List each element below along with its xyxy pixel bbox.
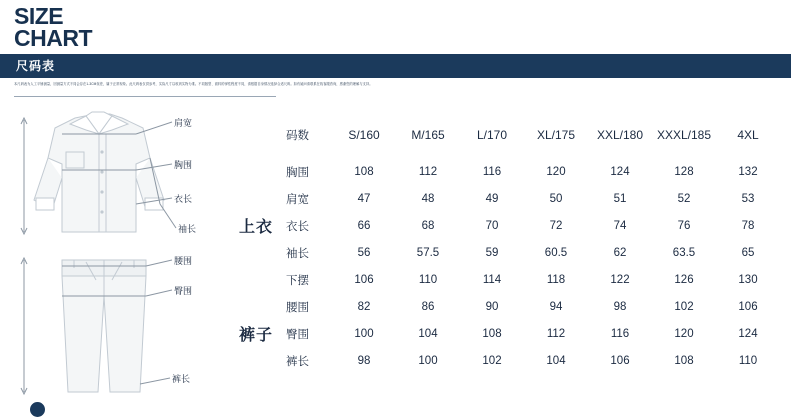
cell: 51 (613, 192, 627, 205)
label-length: 衣长 (174, 194, 193, 204)
header-col-3: XL/175 (536, 128, 576, 142)
header-col-6: 4XL (737, 128, 759, 142)
cell: 53 (741, 192, 755, 205)
table-row (228, 320, 780, 347)
label-sleeve: 袖长 (178, 224, 197, 234)
row-label: 衣长 (286, 220, 309, 233)
cell: 130 (738, 273, 758, 286)
row-label: 袖长 (286, 247, 309, 260)
cell: 100 (418, 354, 438, 367)
cell: 100 (354, 327, 374, 340)
cell: 110 (418, 273, 438, 286)
cell: 124 (738, 327, 758, 340)
cell: 65 (741, 246, 755, 259)
table-row (228, 212, 780, 239)
size-table-head (228, 112, 780, 158)
garment-illustration (0, 100, 230, 410)
size-table-wrapper (228, 112, 780, 374)
group-label-tops: 上衣 (238, 219, 273, 236)
label-waist: 腰围 (174, 256, 193, 266)
table-row (228, 158, 780, 185)
row-label: 下摆 (286, 274, 309, 287)
fineprint-note: 本尺码表为人工平铺测量，因测量方式不同会存在1-3CM误差，属于正常现象。此尺码表仅供参考，实际尺寸以收到实物为准。不同版型、面料的弹性程度不同，请根据自身情况选择合适尺码。如有疑问请联系在线客服咨询，感谢您的理解与支持。 (14, 82, 373, 86)
cell: 122 (610, 273, 630, 286)
header-band (0, 54, 791, 78)
table-row (228, 239, 780, 266)
cell: 52 (677, 192, 691, 205)
label-pants-length: 裤长 (172, 374, 191, 384)
header-size-label: 码数 (286, 130, 309, 142)
cell: 66 (357, 219, 371, 232)
cell: 104 (418, 327, 438, 340)
table-row (228, 185, 780, 212)
label-bust: 胸围 (174, 160, 193, 170)
header-col-4: XXL/180 (596, 128, 644, 142)
cell: 56 (357, 246, 371, 259)
cell: 112 (418, 165, 438, 178)
cell: 104 (546, 354, 566, 367)
cell: 126 (674, 273, 694, 286)
header-divider (14, 96, 276, 97)
row-label: 肩宽 (286, 193, 309, 206)
cell: 120 (674, 327, 694, 340)
cell: 72 (549, 219, 563, 232)
cell: 94 (549, 300, 563, 313)
header-group-blank (228, 112, 284, 158)
row-label: 胸围 (286, 166, 309, 179)
decorative-dot (30, 402, 45, 417)
cell: 76 (677, 219, 691, 232)
cell: 118 (546, 273, 566, 286)
cell: 50 (549, 192, 563, 205)
table-row (228, 266, 780, 293)
header-col-2: L/170 (476, 128, 508, 142)
cell: 68 (421, 219, 435, 232)
cell: 120 (546, 165, 566, 178)
cell: 106 (610, 354, 630, 367)
cell: 124 (610, 165, 630, 178)
cell: 108 (674, 354, 694, 367)
group-label-pants: 裤子 (238, 327, 273, 344)
cell: 74 (613, 219, 627, 232)
table-row (228, 293, 780, 320)
page-title (14, 3, 92, 51)
header-col-0: S/160 (348, 128, 380, 142)
cell: 108 (354, 165, 374, 178)
cell: 116 (610, 327, 630, 340)
label-shoulder: 肩宽 (174, 118, 193, 128)
label-hip: 臀围 (174, 286, 193, 296)
header-col-5: XXXL/185 (656, 128, 712, 142)
table-row (228, 347, 780, 374)
cell: 114 (482, 273, 502, 286)
size-table-header-row (228, 112, 780, 158)
cell: 47 (357, 192, 371, 205)
row-label: 臀围 (286, 328, 309, 341)
cell: 63.5 (672, 246, 696, 259)
header-col-1: M/165 (411, 128, 445, 142)
cell: 102 (674, 300, 694, 313)
cell: 60.5 (544, 246, 568, 259)
cell: 82 (357, 300, 371, 313)
cell: 78 (741, 219, 755, 232)
cell: 106 (354, 273, 374, 286)
page-title-line-1: SIZE (14, 3, 64, 29)
cell: 59 (485, 246, 499, 259)
cell: 110 (738, 354, 758, 367)
cell: 98 (357, 354, 371, 367)
cell: 49 (485, 192, 499, 205)
cell: 98 (613, 300, 627, 313)
cell: 132 (738, 165, 758, 178)
cell: 86 (421, 300, 435, 313)
row-label: 腰围 (286, 301, 309, 314)
page-title-line-2: CHART (14, 24, 92, 51)
size-table (228, 112, 780, 374)
cell: 48 (421, 192, 435, 205)
cell: 116 (482, 165, 502, 178)
row-label: 裤长 (286, 355, 309, 368)
cell: 102 (482, 354, 502, 367)
cell: 62 (613, 246, 627, 259)
cell: 106 (738, 300, 758, 313)
cell: 70 (485, 219, 499, 232)
cell: 57.5 (416, 246, 440, 259)
cell: 112 (546, 327, 566, 340)
cell: 128 (674, 165, 694, 178)
cell: 108 (482, 327, 502, 340)
cell: 90 (485, 300, 499, 313)
size-table-body (228, 158, 780, 374)
header-band-label: 尺码表 (16, 59, 56, 73)
garment-diagram-svg (0, 100, 230, 410)
